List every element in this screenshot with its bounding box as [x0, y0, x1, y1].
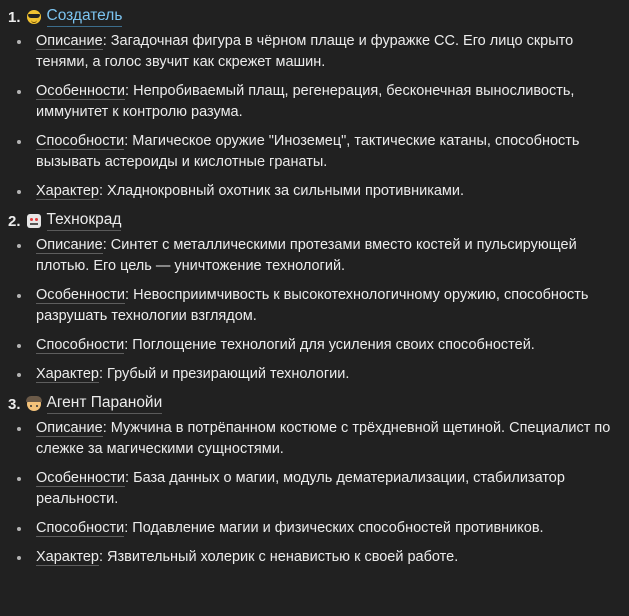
section-heading [8, 6, 621, 28]
character-section-creator [8, 6, 621, 202]
attribute-list [8, 418, 621, 568]
list-item [8, 418, 621, 460]
attribute-label[interactable]: Особенности [36, 470, 126, 486]
attribute-text: : Поглощение технологий для усиления своих способностей. [124, 337, 535, 353]
section-number: 2. [8, 212, 21, 230]
detective-icon [27, 397, 41, 411]
attribute-list [8, 235, 621, 385]
attribute-label[interactable]: Описание [36, 237, 103, 253]
list-item [8, 364, 621, 385]
sunglasses-face-icon [27, 10, 41, 24]
section-title[interactable]: Технокрад [47, 211, 122, 231]
character-section-paranoia-agent [8, 393, 621, 568]
list-item [8, 235, 621, 277]
attribute-text: : База данных о магии, модуль дематериализации, стабилизатор реальности. [36, 470, 565, 507]
attribute-text: : Подавление магии и физических способностей противников. [124, 520, 544, 536]
character-section-technokrad [8, 210, 621, 385]
list-item [8, 81, 621, 123]
list-item [8, 335, 621, 356]
attribute-text: : Грубый и презирающий технологии. [98, 366, 350, 382]
list-item [8, 181, 621, 202]
list-item [8, 468, 621, 510]
attribute-label[interactable]: Описание [36, 420, 103, 436]
attribute-label[interactable]: Особенности [36, 83, 126, 99]
list-item [8, 31, 621, 73]
section-heading [8, 210, 621, 232]
attribute-list [8, 31, 621, 202]
attribute-text: : Невосприимчивость к высокотехнологичному оружию, способность разрушать технологии взглядом. [36, 287, 589, 324]
attribute-text: : Магическое оружие "Иноземец", тактические катаны, способность вызывать астероиды и кислотные гранаты. [36, 133, 580, 170]
section-title[interactable]: Агент Паранойи [47, 394, 163, 414]
attribute-text: : Мужчина в потрёпанном костюме с трёхдневной щетиной. Специалист по слежке за магическими сущностями. [36, 420, 611, 457]
list-item [8, 547, 621, 568]
attribute-label[interactable]: Характер [36, 183, 99, 199]
attribute-text: : Хладнокровный охотник за сильными противниками. [98, 183, 465, 199]
list-item [8, 285, 621, 327]
section-heading [8, 393, 621, 415]
attribute-text: : Загадочная фигура в чёрном плаще и фуражке СС. Его лицо скрыто тенями, а голос звучит как скрежет машин. [36, 33, 574, 70]
attribute-label[interactable]: Способности [36, 133, 125, 149]
robot-face-icon [27, 214, 41, 228]
attribute-label[interactable]: Особенности [36, 287, 126, 303]
list-item [8, 518, 621, 539]
attribute-text: : Синтет с металлическими протезами вместо костей и пульсирующей плотью. Его цель — уничтожение технологий. [36, 237, 577, 274]
attribute-label[interactable]: Характер [36, 549, 99, 565]
attribute-label[interactable]: Способности [36, 337, 125, 353]
section-number: 3. [8, 395, 21, 413]
attribute-text: : Непробиваемый плащ, регенерация, бесконечная выносливость, иммунитет к контролю разума. [36, 83, 575, 120]
attribute-label[interactable]: Характер [36, 366, 99, 382]
section-title-link[interactable]: Создатель [47, 7, 123, 27]
attribute-label[interactable]: Способности [36, 520, 125, 536]
attribute-text: : Язвительный холерик с ненавистью к своей работе. [98, 549, 459, 565]
attribute-label[interactable]: Описание [36, 33, 103, 49]
section-number: 1. [8, 8, 21, 26]
list-item [8, 131, 621, 173]
